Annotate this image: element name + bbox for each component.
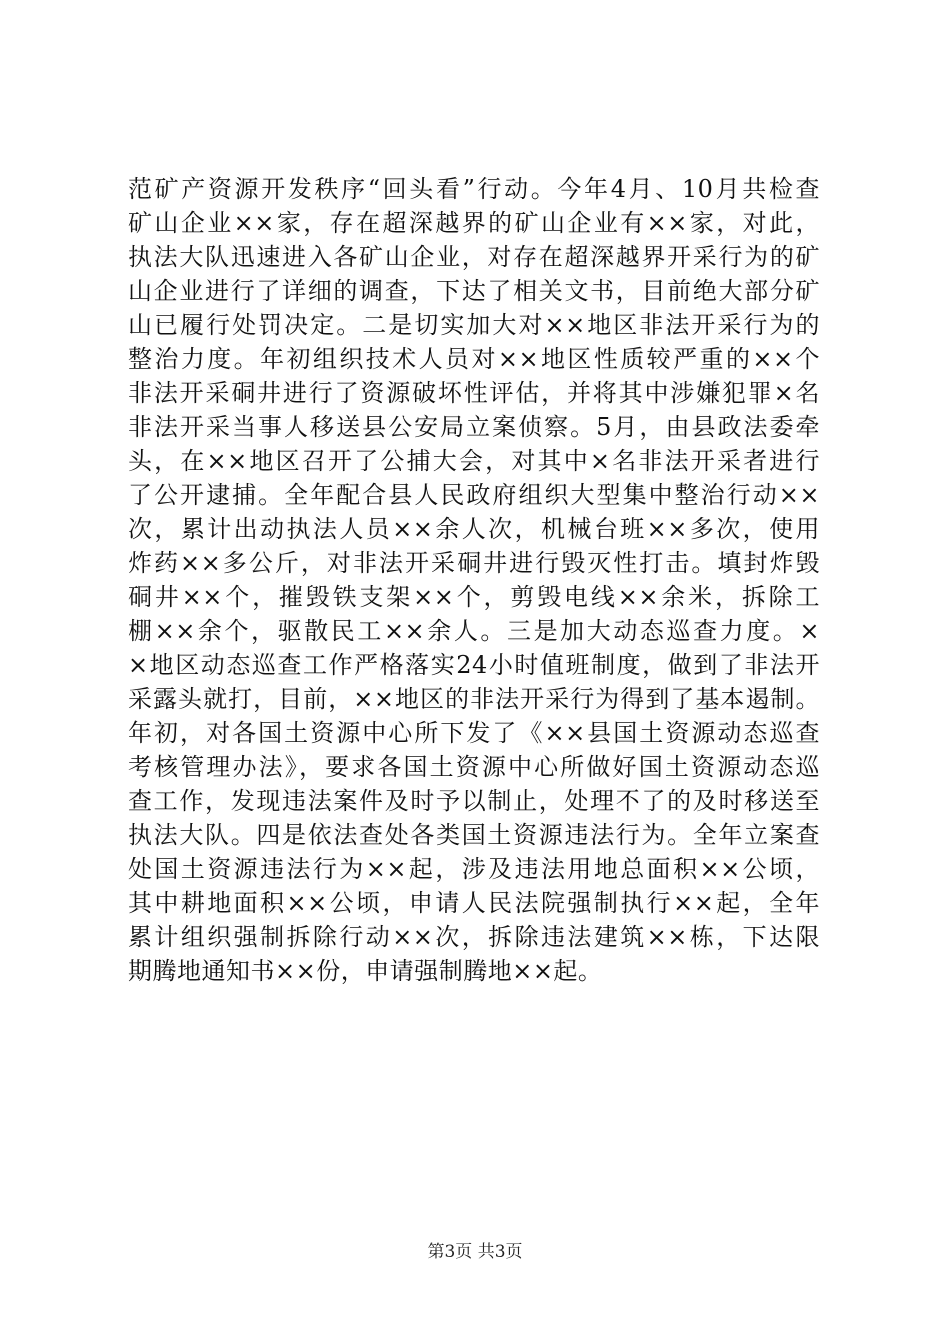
text-line: 棚××余个，驱散民工××余人。三是加大动态巡查力度。× xyxy=(128,617,820,645)
text-line: 年初，对各国土资源中心所下发了《××县国土资源动态巡查 xyxy=(128,719,820,747)
page-number-footer: 第3页 共3页 xyxy=(427,1242,523,1262)
text-line: 其中耕地面积××公顷，申请人民法院强制执行××起，全年 xyxy=(128,889,820,917)
text-line: 累计组织强制拆除行动××次，拆除违法建筑××栋，下达限 xyxy=(128,923,820,951)
text-line: 期腾地通知书××份，申请强制腾地××起。 xyxy=(128,957,603,985)
text-line: 炸药××多公斤，对非法开采硐井进行毁灭性打击。填封炸毁 xyxy=(128,549,820,577)
text-line: 矿山企业××家，存在超深越界的矿山企业有××家，对此， xyxy=(128,209,820,237)
text-line: 硐井××个，摧毁铁支架××个，剪毁电线××余米，拆除工 xyxy=(128,583,820,611)
text-line: ×地区动态巡查工作严格落实24小时值班制度，做到了非法开 xyxy=(128,651,820,679)
body-paragraph xyxy=(128,172,820,988)
text-line: 次，累计出动执法人员××余人次，机械台班××多次，使用 xyxy=(128,515,820,543)
text-line: 查工作，发现违法案件及时予以制止，处理不了的及时移送至 xyxy=(128,787,820,815)
text-line: 范矿产资源开发秩序“回头看”行动。今年4月、10月共检查 xyxy=(128,175,820,203)
text-line: 执法大队。四是依法查处各类国土资源违法行为。全年立案查 xyxy=(128,821,820,849)
text-line: 山企业进行了详细的调查，下达了相关文书，目前绝大部分矿 xyxy=(128,277,820,305)
text-line: 山已履行处罚决定。二是切实加大对××地区非法开采行为的 xyxy=(128,311,820,339)
text-line: 了公开逮捕。全年配合县人民政府组织大型集中整治行动×× xyxy=(128,481,820,509)
text-line: 采露头就打，目前，××地区的非法开采行为得到了基本遏制。 xyxy=(128,685,820,713)
text-line: 头，在××地区召开了公捕大会，对其中×名非法开采者进行 xyxy=(128,447,820,475)
text-line: 整治力度。年初组织技术人员对××地区性质较严重的××个 xyxy=(128,345,820,373)
text-line: 处国土资源违法行为××起，涉及违法用地总面积××公顷， xyxy=(128,855,820,883)
text-line: 非法开采当事人移送县公安局立案侦察。5月，由县政法委牵 xyxy=(128,413,820,441)
text-line: 考核管理办法》，要求各国土资源中心所做好国土资源动态巡 xyxy=(128,753,820,781)
text-line: 非法开采硐井进行了资源破坏性评估，并将其中涉嫌犯罪×名 xyxy=(128,379,820,407)
text-line: 执法大队迅速进入各矿山企业，对存在超深越界开采行为的矿 xyxy=(128,243,820,271)
